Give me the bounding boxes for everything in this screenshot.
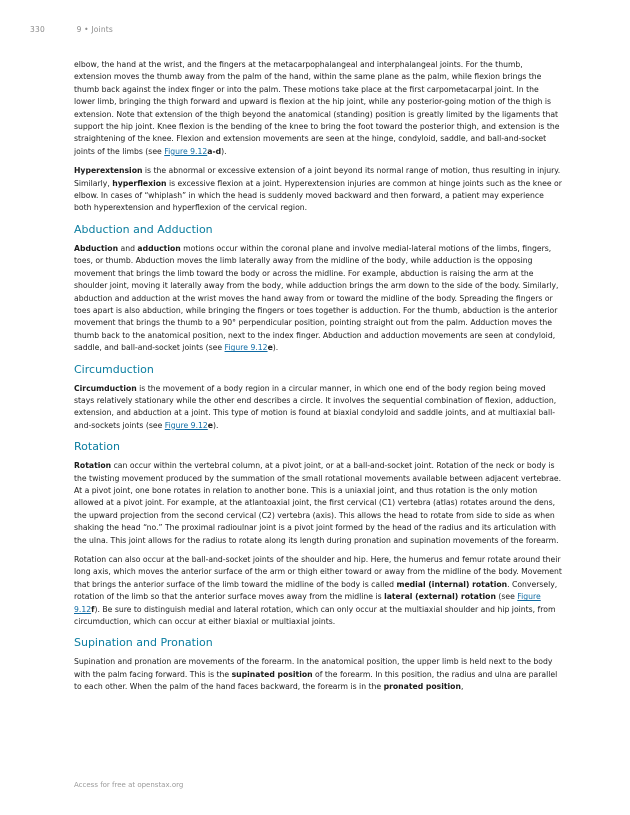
figure-panel-label: e [207, 420, 214, 430]
paragraph-circumduction [74, 383, 562, 433]
figure-panel-label: a-d [207, 146, 222, 156]
text: motions occur within the coronal plane and involve medial-lateral motions of the limbs, fingers, toes, or thumb. Abduction moves the limb laterally away from the midline of the body, while adduction is the opposing movement that brings the limb toward the body or across the midline. For example, abduction is raising the arm at the shoulder joint, moving it laterally away from the body, while adduction brings the arm down to the side of the body. Similarly, abduction and adduction at the wrist moves the hand away from or toward the midline of the body. Spreading the fingers or toes apart is also abduction, while bringing the fingers or toes together is adduction. For the thumb, abduction is the anterior movement that brings the thumb to a 90° perpendicular position, pointing straight out from the palm. Adduction moves the thumb back to the anatomical position, next to the index finger. Abduction and adduction movements are seen at condyloid, saddle, and ball-and-socket joints (see [74, 243, 559, 353]
figure-link[interactable]: Figure 9.12 [164, 420, 208, 430]
paragraph-flexion-extension [74, 59, 562, 158]
text: of the forearm. In this position, the radius and ulna are parallel to each other. When the palm of the hand faces backward, the forearm is in the [74, 669, 558, 692]
key-term: supinated position [231, 669, 313, 679]
key-term: Abduction [74, 243, 119, 253]
page-footer: Access for free at openstax.org [74, 781, 184, 789]
paragraph-supination [74, 656, 562, 693]
key-term: Hyperextension [74, 166, 143, 176]
paragraph-rotation-2 [74, 554, 562, 628]
text: ). Be sure to distinguish medial and lateral rotation, which can only occur at the multiaxial shoulder and hip joints, from circumduction, which can occur at either biaxial or multiaxial joints. [74, 604, 556, 627]
key-term: Rotation [74, 461, 112, 471]
text: (see [495, 592, 518, 602]
figure-link[interactable]: Figure 9.12 [224, 343, 268, 353]
paragraph-hyperextension [74, 165, 562, 215]
text: Rotation can also occur at the ball-and-socket joints of the shoulder and hip. Here, the humerus and femur rotate around their long axis, which moves the anterior surface of the arm or thigh either toward or away from the midline of the body. Movement that brings the anterior surface of the limb toward the midline of the body is called [74, 555, 562, 589]
page-header [30, 25, 113, 34]
text: can occur within the vertebral column, at a pivot joint, or at a ball-and-socket joint. Rotation of the neck or body is the twisting movement produced by the summation of the small rotational movements available between adjacent vertebrae. At a pivot joint, one bone rotates in relation to another bone. This is a uniaxial joint, and thus rotation is the only motion allowed at a pivot joint. For example, at the atlantoaxial joint, the first cervical (C1) vertebra (atlas) rotates around the dens, the upward projection from the second cervical (C2) vertebra (axis). This allows the head to rotate from side to side as when shaking the head “no.” The proximal radioulnar joint is a pivot joint formed by the head of the radius and its articulation with the ulna. This joint allows for the radius to rotate along its length during pronation and supination movements of the forearm. [74, 461, 562, 545]
paragraph-abduction [74, 243, 562, 355]
text: ). [272, 343, 279, 353]
heading-circumduction: Circumduction [74, 362, 154, 376]
text: and [118, 243, 138, 253]
text: ). [213, 420, 219, 430]
key-term: lateral (external) rotation [384, 592, 496, 602]
figure-link[interactable]: Figure 9.12 [164, 146, 208, 156]
page-number: 330 [30, 25, 45, 34]
figure-panel-label: e [267, 343, 273, 353]
text: Supination and pronation are movements of the forearm. In the anatomical position, the upper limb is held next to the body with the palm facing forward. This is the [74, 657, 553, 679]
key-term: medial (internal) rotation [396, 579, 508, 589]
key-term: pronated position [383, 682, 461, 692]
heading-abduction-adduction: Abduction and Adduction [74, 222, 213, 236]
heading-rotation: Rotation [74, 440, 121, 454]
text: ). [221, 146, 227, 156]
heading-supination-pronation: Supination and Pronation [74, 636, 213, 650]
figure-panel-label: f [91, 604, 95, 614]
figure-link[interactable]: Figure 9.12 [74, 592, 541, 614]
chapter-title: 9 • Joints [76, 25, 114, 34]
text: is excessive flexion at a joint. Hyperextension injuries are common at hinge joints such as the knee or elbow. In cases of “whiplash” in which the head is suddenly moved backward and then forward, a patient may experience both hyperextension and hyperflexion of the cervical region. [74, 178, 562, 213]
key-term: Circumduction [74, 383, 137, 393]
text: , [460, 682, 464, 692]
text: . Conversely, rotation of the limb so that the anterior surface moves away from the midline is [74, 579, 558, 602]
text: is the abnormal or excessive extension of a joint beyond its normal range of motion, thus resulting in injury. Similarly, [74, 166, 561, 188]
text: is the movement of a body region in a circular manner, in which one end of the body region being moved stays relatively stationary while the other end describes a circle. It involves the sequential combination of flexion, adduction, extension, and abduction at a joint. This type of motion is found at biaxial condyloid and saddle joints, and at multiaxial ball-and-sockets joints (see [74, 383, 557, 430]
text: elbow, the hand at the wrist, and the fingers at the metacarpophalangeal and interphalangeal joints. For the thumb, extension moves the thumb away from the palm of the hand, within the same plane as the palm, while flexion brings the thumb back against the index finger or into the palm. These motions take place at the first carpometacarpal joint. In the lower limb, bringing the thigh forward and upward is flexion at the hip joint, while any posterior-going motion of the thigh is extension. Note that extension of the thigh beyond the anatomical (standing) position is greatly limited by the ligaments that support the hip joint. Knee flexion is the bending of the knee to bring the foot toward the posterior thigh, and extension is the straightening of the knee. Flexion and extension movements are seen at the hinge, condyloid, saddle, and ball-and-socket joints of the limbs (see [74, 60, 560, 156]
key-term: hyperflexion [112, 178, 167, 188]
key-term: adduction [137, 243, 181, 253]
main-content [74, 59, 562, 701]
paragraph-rotation [74, 460, 562, 547]
